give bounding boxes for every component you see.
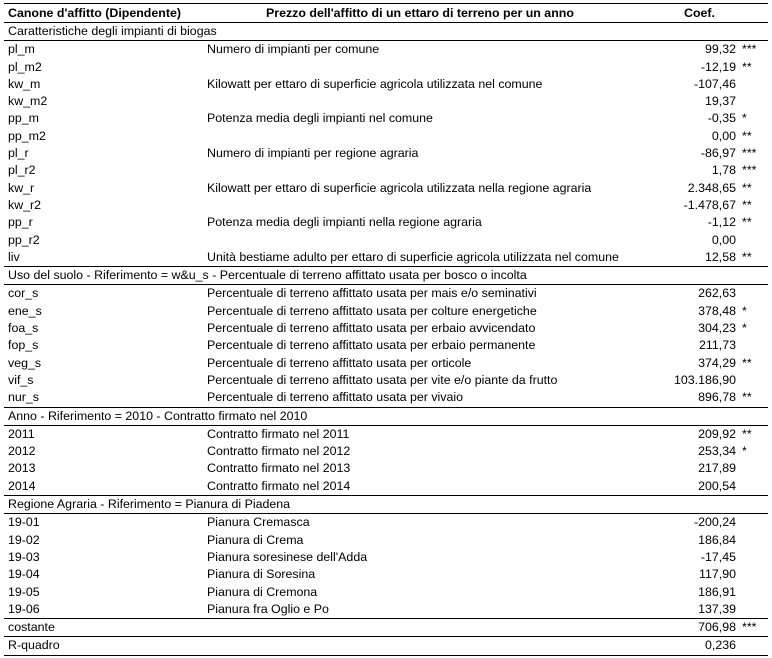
variable-cell: liv bbox=[8, 249, 20, 264]
coefficient-cell: 99,32 bbox=[704, 42, 736, 57]
coefficient-cell: 211,73 bbox=[699, 338, 736, 353]
variable-cell: R-quadro bbox=[8, 638, 60, 653]
footer-row bbox=[4, 619, 768, 637]
table-body bbox=[4, 23, 768, 656]
coefficient-cell: 2.348,65 bbox=[687, 180, 736, 195]
table-row bbox=[4, 532, 768, 549]
coefficient-cell: 19,37 bbox=[704, 94, 736, 109]
table-row bbox=[4, 389, 768, 407]
significance-cell: * bbox=[742, 444, 747, 459]
coefficient-cell: -12,19 bbox=[700, 59, 736, 74]
significance-cell: * bbox=[742, 321, 747, 336]
description-cell: Pianura Cremasca bbox=[207, 515, 310, 530]
description-cell: Pianura soresinese dell'Adda bbox=[207, 549, 368, 564]
coefficient-cell: 12,58 bbox=[704, 249, 736, 264]
variable-cell: 19-06 bbox=[8, 601, 40, 616]
section-title bbox=[4, 408, 768, 426]
variable-cell: ene_s bbox=[8, 303, 42, 318]
section-title bbox=[4, 496, 768, 514]
description-cell: Percentuale di terreno affittato usata per colture energetiche bbox=[207, 303, 537, 318]
description-cell: Potenza media degli impianti nella regione agraria bbox=[207, 215, 482, 230]
coefficient-cell: -0,35 bbox=[707, 111, 736, 126]
description-cell: Percentuale di terreno affittato usata per vivaio bbox=[207, 390, 463, 405]
table-row bbox=[4, 285, 768, 302]
coefficient-cell: -1,12 bbox=[707, 215, 736, 230]
variable-cell: kw_m2 bbox=[8, 94, 48, 109]
significance-cell: *** bbox=[742, 42, 757, 57]
coefficient-cell: 253,34 bbox=[698, 444, 736, 459]
coefficient-cell: -107,46 bbox=[693, 76, 736, 91]
variable-cell: vif_s bbox=[8, 372, 34, 387]
variable-cell: cor_s bbox=[8, 286, 39, 301]
variable-cell: foa_s bbox=[8, 321, 39, 336]
section-title-text: Regione Agraria - Riferimento = Pianura di Piadena bbox=[8, 497, 291, 512]
table-row bbox=[4, 41, 768, 58]
coefficient-cell: 103.186,90 bbox=[673, 372, 736, 387]
variable-cell: pl_r bbox=[8, 146, 29, 161]
description-cell: Percentuale di terreno affittato usata per mais e/o seminativi bbox=[207, 286, 537, 301]
variable-cell: kw_r2 bbox=[8, 197, 42, 212]
variable-cell: 2012 bbox=[8, 444, 36, 459]
significance-cell: *** bbox=[742, 146, 757, 161]
significance-cell: ** bbox=[742, 390, 752, 405]
coefficient-cell: -1.478,67 bbox=[683, 197, 736, 212]
header-description: Prezzo dell'affitto di un ettaro di terreno per un anno bbox=[266, 6, 574, 20]
variable-cell: pp_m bbox=[8, 111, 39, 126]
table-row bbox=[4, 59, 768, 76]
description-cell: Pianura di Crema bbox=[207, 532, 304, 547]
table-row bbox=[4, 303, 768, 320]
significance-cell: * bbox=[742, 303, 747, 318]
description-cell: Pianura fra Oglio e Po bbox=[207, 601, 329, 616]
description-cell: Numero di impianti per comune bbox=[207, 42, 380, 57]
table-row bbox=[4, 584, 768, 601]
table-row bbox=[4, 76, 768, 93]
coefficient-cell: 117,90 bbox=[699, 567, 736, 582]
table-row bbox=[4, 197, 768, 214]
variable-cell: 2013 bbox=[8, 461, 36, 476]
section-title bbox=[4, 267, 768, 285]
significance-cell: ** bbox=[742, 355, 752, 370]
coefficient-cell: 137,39 bbox=[698, 601, 736, 616]
significance-cell: ** bbox=[742, 128, 752, 143]
significance-cell: *** bbox=[742, 620, 757, 635]
header-dependent: Canone d'affitto (Dipendente) bbox=[8, 6, 181, 20]
table-row bbox=[4, 180, 768, 197]
table-row bbox=[4, 478, 768, 496]
coefficient-cell: 209,92 bbox=[698, 426, 736, 441]
coefficient-cell: 896,78 bbox=[698, 390, 736, 405]
description-cell: Potenza media degli impianti nel comune bbox=[207, 111, 433, 126]
coefficient-cell: 200,54 bbox=[698, 478, 736, 493]
coefficient-cell: 0,236 bbox=[704, 638, 736, 653]
section-title bbox=[4, 23, 768, 41]
variable-cell: costante bbox=[8, 620, 55, 635]
coefficient-cell: 262,63 bbox=[698, 286, 736, 301]
significance-cell: ** bbox=[742, 180, 752, 195]
table-row bbox=[4, 601, 768, 619]
coefficient-cell: 1,78 bbox=[711, 163, 736, 178]
significance-cell: ** bbox=[742, 426, 752, 441]
variable-cell: fop_s bbox=[8, 338, 39, 353]
table-row bbox=[4, 320, 768, 337]
variable-cell: 2011 bbox=[8, 426, 35, 441]
coefficient-cell: 0,00 bbox=[711, 128, 736, 143]
description-cell: Contratto firmato nel 2013 bbox=[207, 461, 351, 476]
table-row bbox=[4, 566, 768, 583]
variable-cell: pp_m2 bbox=[8, 128, 46, 143]
description-cell: Contratto firmato nel 2014 bbox=[207, 478, 351, 493]
coefficient-cell: 374,29 bbox=[698, 355, 736, 370]
table-row bbox=[4, 162, 768, 179]
description-cell: Percentuale di terreno affittato usata per erbaio avvicendato bbox=[207, 321, 536, 336]
table-row bbox=[4, 337, 768, 354]
section-title-text: Anno - Riferimento = 2010 - Contratto firmato nel 2010 bbox=[8, 408, 308, 423]
table-row bbox=[4, 145, 768, 162]
variable-cell: pp_r bbox=[8, 215, 33, 230]
coefficient-cell: 217,89 bbox=[698, 461, 736, 476]
variable-cell: 19-02 bbox=[8, 532, 40, 547]
coefficient-cell: 304,23 bbox=[698, 321, 736, 336]
coefficient-cell: 186,91 bbox=[698, 584, 736, 599]
table-row bbox=[4, 214, 768, 231]
table-row bbox=[4, 249, 768, 267]
coefficient-cell: -86,97 bbox=[700, 146, 736, 161]
table-row bbox=[4, 372, 768, 389]
coefficient-cell: -200,24 bbox=[693, 515, 736, 530]
coefficient-cell: 0,00 bbox=[711, 232, 736, 247]
variable-cell: nur_s bbox=[8, 390, 39, 405]
significance-cell: ** bbox=[742, 249, 752, 264]
header-coef: Coef. bbox=[684, 6, 715, 20]
significance-cell: * bbox=[742, 111, 747, 126]
description-cell: Contratto firmato nel 2012 bbox=[207, 444, 351, 459]
description-cell: Pianura di Soresina bbox=[207, 567, 316, 582]
variable-cell: 19-01 bbox=[8, 515, 40, 530]
section-title-text: Caratteristiche degli impianti di biogas bbox=[8, 24, 217, 38]
table-row bbox=[4, 443, 768, 460]
variable-cell: kw_r bbox=[8, 180, 35, 195]
coefficient-cell: 706,98 bbox=[698, 620, 736, 635]
table-row bbox=[4, 110, 768, 127]
coefficient-cell: 378,48 bbox=[698, 303, 736, 318]
regression-table bbox=[4, 4, 768, 656]
description-cell: Numero di impianti per regione agraria bbox=[207, 146, 419, 161]
description-cell: Percentuale di terreno affittato usata per vite e/o piante da frutto bbox=[207, 372, 558, 387]
table-row bbox=[4, 426, 768, 443]
description-cell: Contratto firmato nel 2011 bbox=[207, 426, 350, 441]
table-row bbox=[4, 93, 768, 110]
significance-cell: ** bbox=[742, 215, 752, 230]
description-cell: Percentuale di terreno affittato usata per orticole bbox=[207, 355, 472, 370]
table-header bbox=[4, 4, 768, 23]
table-row bbox=[4, 232, 768, 249]
footer-row bbox=[4, 637, 768, 655]
section-title-text: Uso del suolo - Riferimento = w&u_s - Percentuale di terreno affittato usata per bosco o incolta bbox=[8, 268, 527, 283]
description-cell: Percentuale di terreno affittato usata per erbaio permanente bbox=[207, 338, 536, 353]
variable-cell: veg_s bbox=[8, 355, 42, 370]
variable-cell: pl_m2 bbox=[8, 59, 42, 74]
variable-cell: pp_r2 bbox=[8, 232, 40, 247]
variable-cell: pl_m bbox=[8, 42, 35, 57]
significance-cell: *** bbox=[742, 163, 757, 178]
variable-cell: kw_m bbox=[8, 76, 41, 91]
variable-cell: pl_r2 bbox=[8, 163, 36, 178]
description-cell: Kilowatt per ettaro di superficie agricola utilizzata nella regione agraria bbox=[207, 180, 592, 195]
variable-cell: 19-03 bbox=[8, 549, 40, 564]
variable-cell: 19-05 bbox=[8, 584, 40, 599]
description-cell: Pianura di Cremona bbox=[207, 584, 318, 599]
coefficient-cell: -17,45 bbox=[700, 549, 736, 564]
table-row bbox=[4, 355, 768, 372]
description-cell: Kilowatt per ettaro di superficie agricola utilizzata nel comune bbox=[207, 76, 543, 91]
table-row bbox=[4, 460, 768, 477]
table-row bbox=[4, 514, 768, 531]
significance-cell: ** bbox=[742, 59, 752, 74]
table-row bbox=[4, 549, 768, 566]
description-cell: Unità bestiame adulto per ettaro di superficie agricola utilizzata nel comune bbox=[207, 249, 619, 264]
variable-cell: 2014 bbox=[8, 478, 36, 493]
table-row bbox=[4, 128, 768, 145]
variable-cell: 19-04 bbox=[8, 567, 40, 582]
coefficient-cell: 186,84 bbox=[698, 532, 736, 547]
significance-cell: ** bbox=[742, 197, 752, 212]
